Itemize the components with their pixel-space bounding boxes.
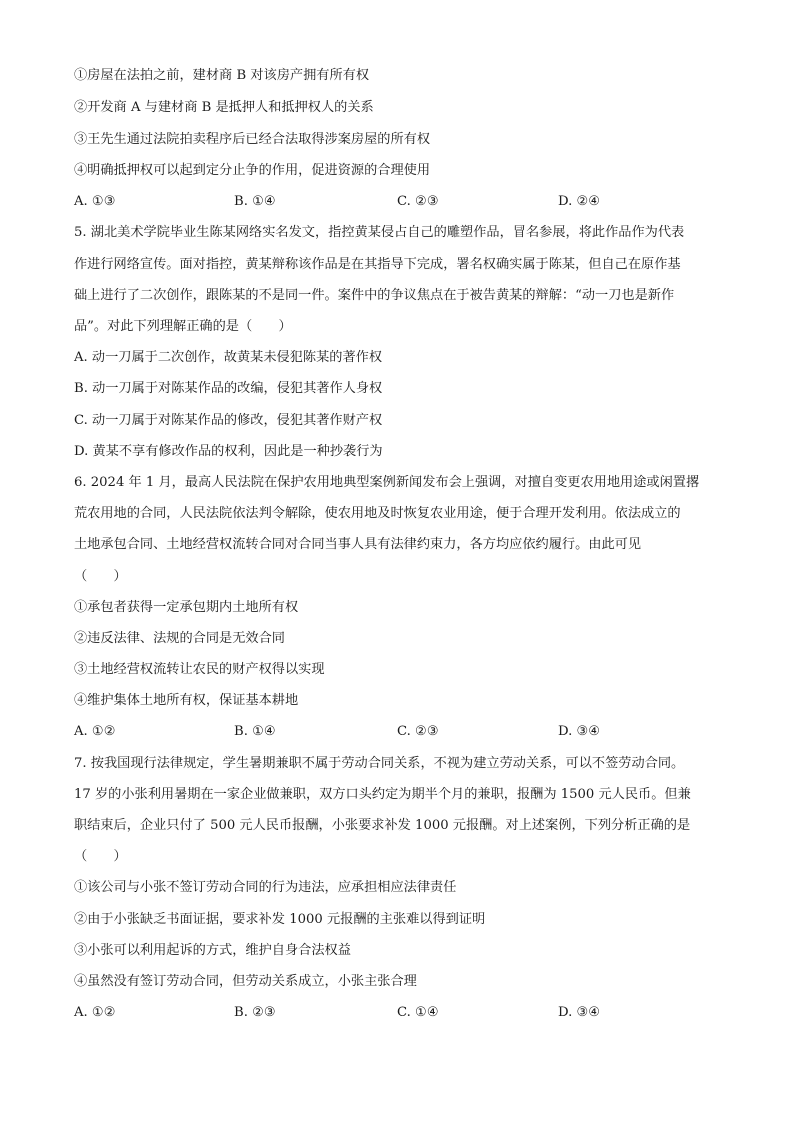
- q7-options: [74, 1004, 734, 1022]
- q7-option-d: D. ③④: [558, 1005, 601, 1020]
- q7-stem-line-2: 17 岁的小张利用暑期在一家企业做兼职，双方口头约定为期半个月的兼职，报酬为 1500 元人民币。但兼: [74, 787, 691, 802]
- q6-stem-line-2: 荒农用地的合同，人民法院依法判令解除，使农用地及时恢复农业用途，便于合理开发利用。依法成立的: [74, 506, 681, 521]
- q4-item-4: ④明确抵押权可以起到定分止争的作用，促进资源的合理使用: [74, 163, 431, 178]
- q4-options: [74, 193, 734, 211]
- q4-item-1: ①房屋在法拍之前，建材商 B 对该房产拥有所有权: [74, 68, 370, 83]
- q6-answer-blank: （ ）: [74, 569, 127, 584]
- q4-option-a: A. ①③: [74, 194, 116, 209]
- q7-item-4: ④虽然没有签订劳动合同，但劳动关系成立，小张主张合理: [74, 974, 417, 989]
- q7-answer-blank: （ ）: [74, 849, 127, 864]
- q5-stem-line-4: 品”。对此下列理解正确的是（ ）: [74, 319, 292, 334]
- q6-item-1: ①承包者获得一定承包期内土地所有权: [74, 600, 299, 615]
- q5-stem-line-1: 5. 湖北美术学院毕业生陈某网络实名发文，指控黄某侵占自己的雕塑作品，冒名参展，将此作品作为代表: [74, 225, 685, 240]
- q4-item-3: ③王先生通过法院拍卖程序后已经合法取得涉案房屋的所有权: [74, 132, 431, 147]
- q6-stem-line-3: 土地承包合同、土地经营权流转合同对合同当事人具有法律约束力，各方均应依约履行。由此可见: [74, 537, 642, 552]
- q6-option-b: B. ①④: [234, 724, 276, 739]
- q4-option-d: D. ②④: [558, 194, 601, 209]
- q7-option-c: C. ①④: [397, 1005, 439, 1020]
- q6-option-d: D. ③④: [558, 724, 601, 739]
- q4-item-2: ②开发商 A 与建材商 B 是抵押人和抵押权人的关系: [74, 100, 374, 115]
- q7-option-b: B. ②③: [234, 1005, 276, 1020]
- q4-option-b: B. ①④: [234, 194, 276, 209]
- q7-stem-line-1: 7. 按我国现行法律规定，学生暑期兼职不属于劳动合同关系，不视为建立劳动关系，可以不签劳动合同。: [74, 756, 685, 771]
- q5-option-d: D. 黄某不享有修改作品的权利，因此是一种抄袭行为: [74, 444, 383, 459]
- q6-stem-line-1: 6. 2024 年 1 月，最高人民法院在保护农用地典型案例新闻发布会上强调，对擅自变更农用地用途或闲置撂: [74, 475, 700, 490]
- q7-stem-line-3: 职结束后，企业只付了 500 元人民币报酬，小张要求补发 1000 元报酬。对上述案例，下列分析正确的是: [74, 818, 691, 833]
- q5-option-b: B. 动一刀属于对陈某作品的改编，侵犯其著作人身权: [74, 381, 383, 396]
- q6-options: [74, 723, 734, 741]
- q5-option-c: C. 动一刀属于对陈某作品的修改，侵犯其著作财产权: [74, 413, 383, 428]
- q5-option-a: A. 动一刀属于二次创作，故黄某未侵犯陈某的著作权: [74, 350, 383, 365]
- q7-option-a: A. ①②: [74, 1005, 116, 1020]
- q5-stem-line-2: 作进行网络宣传。面对指控，黄某辩称该作品是在其指导下完成，署名权确实属于陈某，但自己在原作基: [74, 257, 681, 272]
- q6-option-a: A. ①②: [74, 724, 116, 739]
- q6-item-3: ③土地经营权流转让农民的财产权得以实现: [74, 662, 325, 677]
- q6-option-c: C. ②③: [397, 724, 439, 739]
- q6-item-2: ②违反法律、法规的合同是无效合同: [74, 631, 285, 646]
- q7-item-3: ③小张可以利用起诉的方式，维护自身合法权益: [74, 943, 351, 958]
- q5-stem-line-3: 础上进行了二次创作，跟陈某的不是同一件。案件中的争议焦点在于被告黄某的辩解：“动一刀也是新作: [74, 288, 675, 303]
- q6-item-4: ④维护集体土地所有权，保证基本耕地: [74, 693, 299, 708]
- q7-item-1: ①该公司与小张不签订劳动合同的行为违法，应承担相应法律责任: [74, 880, 457, 895]
- q7-item-2: ②由于小张缺乏书面证据，要求补发 1000 元报酬的主张难以得到证明: [74, 912, 486, 927]
- q4-option-c: C. ②③: [397, 194, 439, 209]
